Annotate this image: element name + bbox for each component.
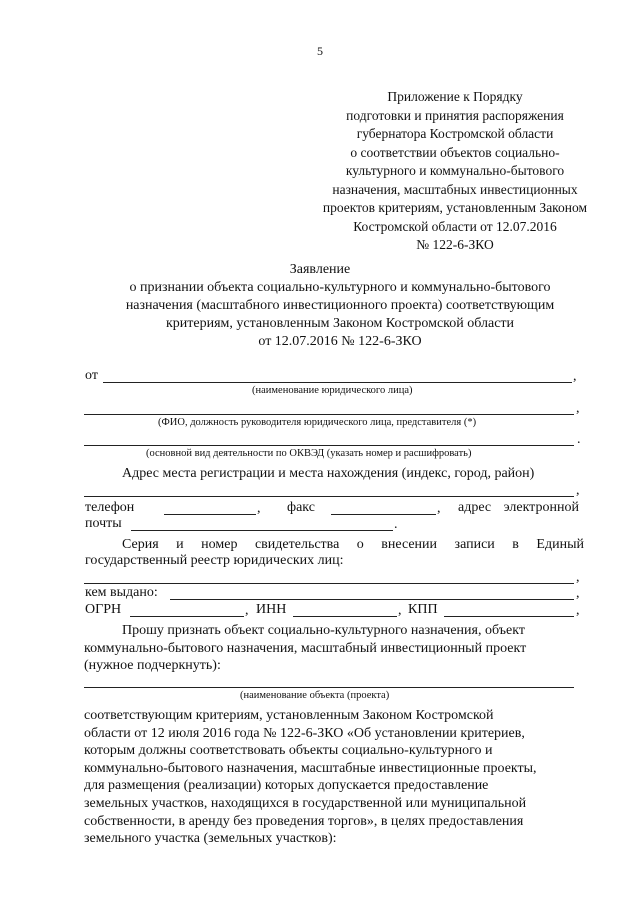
phone-label: телефон xyxy=(85,500,135,515)
comma: , xyxy=(576,586,580,601)
appendix-line: Костромской области от 12.07.2016 xyxy=(353,218,557,234)
object-name-field[interactable] xyxy=(84,687,574,688)
comma: , xyxy=(576,570,580,585)
caption-legal-entity: (наименование юридического лица) xyxy=(252,385,413,396)
address-label: Адрес места регистрации и места нахождения (индекс, город, район) xyxy=(122,466,535,481)
series-line-cont: государственный реестр юридических лиц: xyxy=(85,553,344,568)
period: . xyxy=(394,517,398,532)
fax-field[interactable] xyxy=(331,514,436,515)
address-field[interactable] xyxy=(84,496,574,497)
body-paragraph xyxy=(84,707,584,848)
caption-head: (ФИО, должность руководителя юридического лица, представителя (*) xyxy=(158,417,477,428)
subtitle-line: от 12.07.2016 № 122-6-ЗКО xyxy=(258,334,422,349)
period: . xyxy=(577,432,581,447)
subtitle-line: критериям, установленным Законом Костромской области xyxy=(165,316,515,331)
head-name-field[interactable] xyxy=(84,414,574,415)
request-line: Прошу признать объект социально-культурного назначения, объект xyxy=(122,623,525,638)
body-line: области от 12 июля 2016 года № 122-6-ЗКО «Об установлении критериев, xyxy=(84,725,525,741)
caption-object: (наименование объекта (проекта) xyxy=(240,690,390,701)
appendix-line: о соответствии объектов социально- xyxy=(350,144,560,160)
comma: , xyxy=(398,603,402,618)
comma: , xyxy=(573,369,577,384)
body-line: соответствующим критериям, установленным Законом Костромской xyxy=(84,708,494,723)
legal-entity-field[interactable] xyxy=(103,382,572,383)
issued-field[interactable] xyxy=(170,599,574,600)
subtitle-line: о признании объекта социально-культурного и коммунально-бытового xyxy=(129,280,551,295)
body-line: земельного участка (земельных участков): xyxy=(84,831,337,847)
appendix-line: № 122-6-ЗКО xyxy=(416,237,494,252)
comma: , xyxy=(437,501,441,516)
kpp-label: КПП xyxy=(408,602,438,617)
body-line: которым должны соответствовать объекты социально-культурного и xyxy=(84,743,493,759)
certificate-field[interactable] xyxy=(84,583,574,584)
request-line: (нужное подчеркнуть): xyxy=(84,658,221,674)
appendix-line: культурного и коммунально-бытового xyxy=(345,163,565,178)
appendix-line: подготовки и принятия распоряжения xyxy=(346,107,564,123)
document-subtitle xyxy=(80,279,600,351)
caption-okved: (основной вид деятельности по ОКВЭД (указать номер и расшифровать) xyxy=(146,448,472,459)
subtitle-line: назначения (масштабного инвестиционного проекта) соответствующим xyxy=(125,298,555,313)
comma: , xyxy=(576,483,580,498)
page-number: 5 xyxy=(317,44,323,58)
appendix-line: губернатора Костромской области xyxy=(356,126,554,141)
appendix-header xyxy=(300,88,610,255)
request-paragraph xyxy=(84,622,584,675)
document-title: Заявление xyxy=(289,262,351,277)
request-line: коммунально-бытового назначения, масштабный инвестиционный проект xyxy=(84,640,527,656)
appendix-line: Приложение к Порядку xyxy=(387,89,523,104)
email-label: адрес электронной xyxy=(458,500,579,515)
comma: , xyxy=(576,603,580,618)
issued-label: кем выдано: xyxy=(85,585,158,600)
comma: , xyxy=(257,501,261,516)
body-line: земельных участков, находящихся в государственной или муниципальной xyxy=(84,795,527,811)
kpp-field[interactable] xyxy=(444,616,574,617)
body-line: собственности, в аренду без проведения торгов», в целях предоставления xyxy=(84,813,524,829)
body-line: коммунально-бытового назначения, масштабные инвестиционные проекты, xyxy=(84,760,537,776)
phone-field[interactable] xyxy=(164,514,256,515)
inn-field[interactable] xyxy=(293,616,397,617)
ogrn-label: ОГРН xyxy=(85,602,122,617)
ogrn-field[interactable] xyxy=(130,616,244,617)
email-field[interactable] xyxy=(131,530,393,531)
email-label-cont: почты xyxy=(85,516,122,531)
series-line: Серия и номер свидетельства о внесении записи в Единый xyxy=(122,537,584,552)
comma: , xyxy=(245,603,249,618)
appendix-line: проектов критериям, установленным Законом xyxy=(322,200,588,215)
from-label: от xyxy=(85,368,98,383)
appendix-line: назначения, масштабных инвестиционных xyxy=(332,181,578,197)
fax-label: факс xyxy=(287,500,315,515)
comma: , xyxy=(576,401,580,416)
body-line: для размещения (реализации) которых допускается предоставление xyxy=(84,778,489,794)
okved-field[interactable] xyxy=(84,445,574,446)
inn-label: ИНН xyxy=(256,602,287,617)
